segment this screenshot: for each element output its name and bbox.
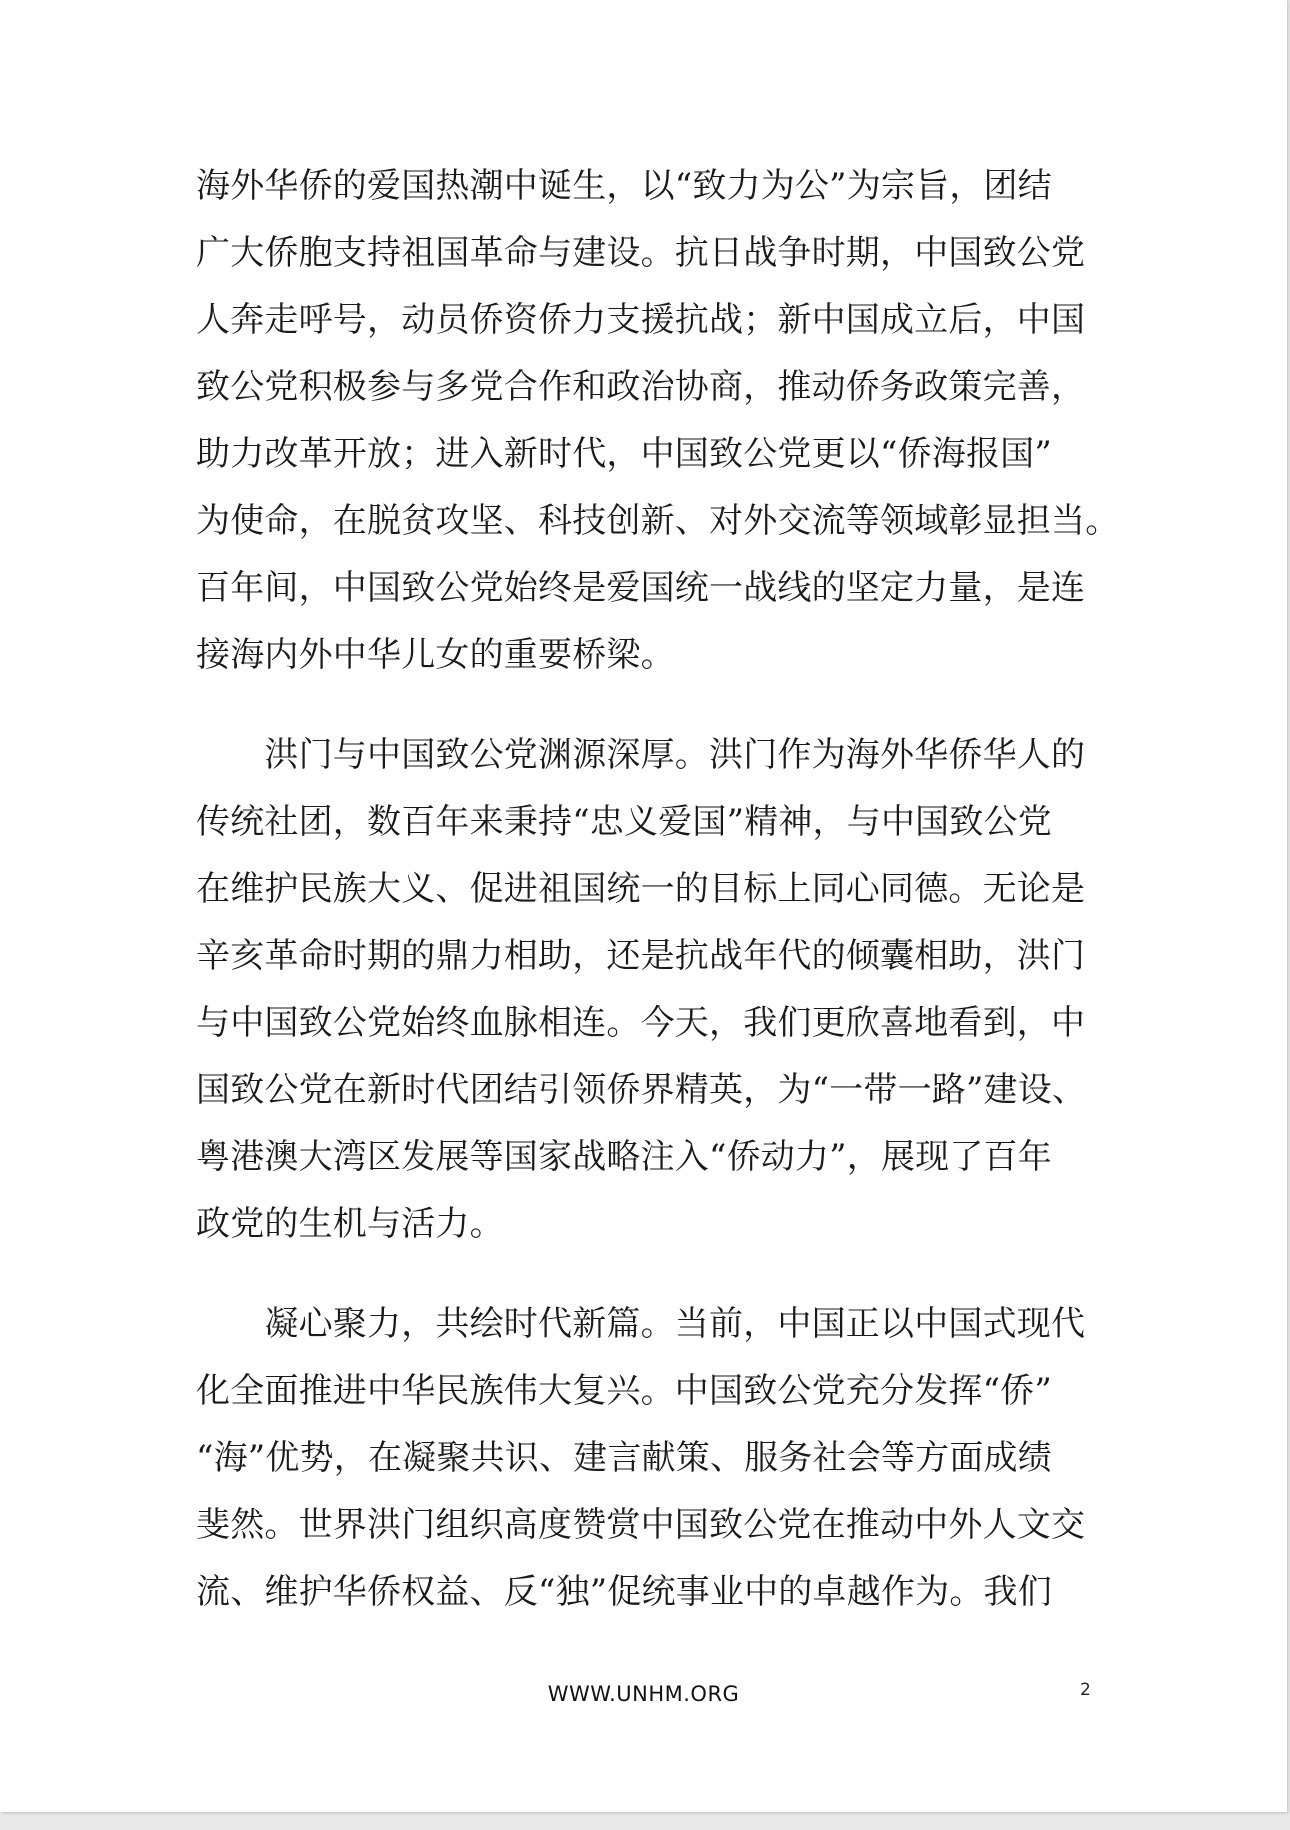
text-line: 化全面推进中华民族伟大复兴。中国致公党充分发挥“侨” (196, 1371, 1052, 1411)
text-line: 洪门与中国致公党渊源深厚。洪门作为海外华侨华人的 (196, 735, 1086, 775)
text-line: 辛亥革命时期的鼎力相助，还是抗战年代的倾囊相助，洪门 (196, 936, 1086, 976)
page-number: 2 (1080, 1680, 1091, 1700)
text-line: 斐然。世界洪门组织高度赞赏中国致公党在推动中外人文交 (196, 1505, 1086, 1545)
paragraph-1 (196, 153, 1120, 689)
footer-url: WWW.UNHM.ORG (547, 1682, 740, 1706)
paragraph-3 (196, 1291, 1096, 1626)
text-line: “海”优势，在凝聚共识、建言献策、服务社会等方面成绩 (196, 1438, 1052, 1478)
text-line: 传统社团，数百年来秉持“忠义爱国”精神，与中国致公党 (196, 802, 1052, 842)
text-line: 助力改革开放；进入新时代，中国致公党更以“侨海报国” (196, 434, 1052, 474)
text-line: 国致公党在新时代团结引领侨界精英，为“一带一路”建设、 (196, 1070, 1087, 1110)
text-line: 流、维护华侨权益、反“独”促统事业中的卓越作为。我们 (196, 1572, 1052, 1612)
text-line: 广大侨胞支持祖国革命与建设。抗日战争时期，中国致公党 (196, 233, 1086, 273)
text-line: 海外华侨的爱国热潮中诞生，以“致力为公”为宗旨，团结 (196, 166, 1052, 206)
text-line: 粤港澳大湾区发展等国家战略注入“侨动力”，展现了百年 (196, 1137, 1052, 1177)
text-line: 致公党积极参与多党合作和政治协商，推动侨务政策完善， (196, 367, 1086, 407)
body-text (196, 153, 1120, 1659)
text-line: 人奔走呼号，动员侨资侨力支援抗战；新中国成立后，中国 (196, 300, 1086, 340)
text-line: 与中国致公党始终血脉相连。今天，我们更欣喜地看到，中 (196, 1003, 1086, 1043)
text-line: 百年间，中国致公党始终是爱国统一战线的坚定力量，是连 (196, 568, 1086, 608)
text-line: 在维护民族大义、促进祖国统一的目标上同心同德。无论是 (196, 869, 1086, 909)
text-line: 政党的生机与活力。 (196, 1204, 504, 1244)
text-line: 接海内外中华儿女的重要桥梁。 (196, 635, 675, 675)
paragraph-2 (196, 722, 1096, 1258)
text-line: 凝心聚力，共绘时代新篇。当前，中国正以中国式现代 (196, 1304, 1086, 1344)
text-line: 为使命，在脱贫攻坚、科技创新、对外交流等领域彰显担当。 (196, 501, 1120, 541)
